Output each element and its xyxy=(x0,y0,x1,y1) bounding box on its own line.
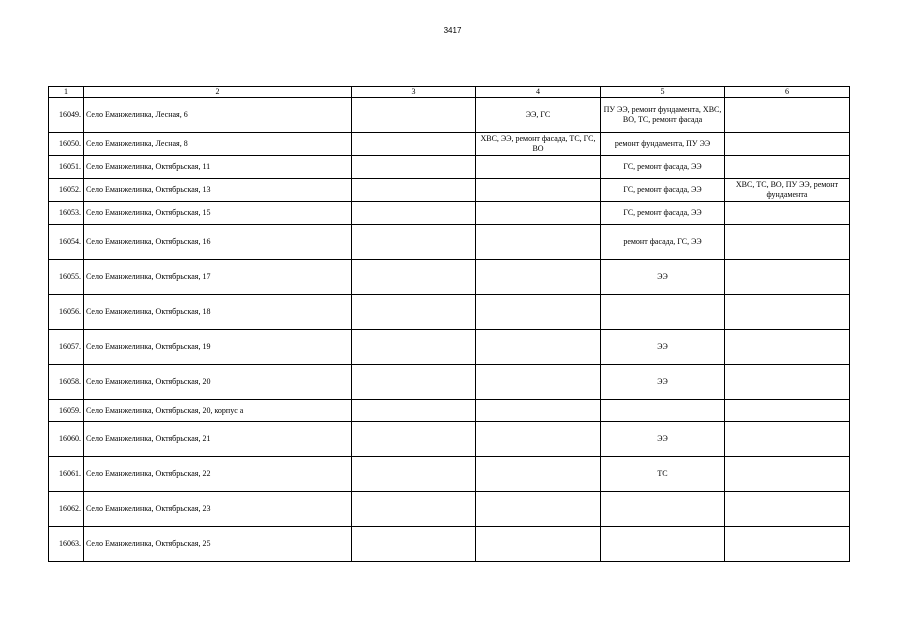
column-3-cell xyxy=(352,133,476,156)
column-3-cell xyxy=(352,457,476,492)
column-4-cell: ЭЭ, ГС xyxy=(476,98,601,133)
address-cell: Село Еманжелинка, Октябрьская, 19 xyxy=(84,330,352,365)
address-cell: Село Еманжелинка, Октябрьская, 21 xyxy=(84,422,352,457)
header-row xyxy=(49,87,850,98)
row-number: 16055. xyxy=(49,260,84,295)
table-row xyxy=(49,330,850,365)
column-4-cell xyxy=(476,365,601,400)
address-cell: Село Еманжелинка, Октябрьская, 22 xyxy=(84,457,352,492)
address-cell: Село Еманжелинка, Октябрьская, 20, корпус а xyxy=(84,400,352,422)
table-row xyxy=(49,400,850,422)
column-4-cell xyxy=(476,260,601,295)
column-5-cell: ремонт фундамента, ПУ ЭЭ xyxy=(601,133,725,156)
column-5-cell xyxy=(601,295,725,330)
column-6-cell xyxy=(725,457,850,492)
address-cell: Село Еманжелинка, Октябрьская, 15 xyxy=(84,202,352,225)
table-row xyxy=(49,422,850,457)
column-6-cell xyxy=(725,330,850,365)
table-row xyxy=(49,202,850,225)
column-5-cell: ПУ ЭЭ, ремонт фундамента, ХВС, ВО, ТС, ремонт фасада xyxy=(601,98,725,133)
column-5-cell xyxy=(601,492,725,527)
column-6-cell: ХВС, ТС, ВО, ПУ ЭЭ, ремонт фундамента xyxy=(725,179,850,202)
table-row xyxy=(49,156,850,179)
page-number: 3417 xyxy=(443,26,462,35)
column-header: 1 xyxy=(49,87,84,98)
column-3-cell xyxy=(352,422,476,457)
column-header: 3 xyxy=(352,87,476,98)
row-number: 16061. xyxy=(49,457,84,492)
address-cell: Село Еманжелинка, Октябрьская, 17 xyxy=(84,260,352,295)
column-3-cell xyxy=(352,260,476,295)
column-3-cell xyxy=(352,330,476,365)
table-header xyxy=(49,87,850,98)
address-cell: Село Еманжелинка, Октябрьская, 11 xyxy=(84,156,352,179)
row-number: 16059. xyxy=(49,400,84,422)
table-row xyxy=(49,98,850,133)
column-4-cell xyxy=(476,457,601,492)
column-header: 5 xyxy=(601,87,725,98)
row-number: 16057. xyxy=(49,330,84,365)
column-4-cell xyxy=(476,179,601,202)
column-3-cell xyxy=(352,98,476,133)
column-4-cell xyxy=(476,202,601,225)
row-number: 16063. xyxy=(49,527,84,562)
row-number: 16053. xyxy=(49,202,84,225)
address-cell: Село Еманжелинка, Октябрьская, 23 xyxy=(84,492,352,527)
row-number: 16049. xyxy=(49,98,84,133)
column-5-cell: ГС, ремонт фасада, ЭЭ xyxy=(601,202,725,225)
column-6-cell xyxy=(725,260,850,295)
column-6-cell xyxy=(725,202,850,225)
column-3-cell xyxy=(352,527,476,562)
column-6-cell xyxy=(725,156,850,179)
column-5-cell: ЭЭ xyxy=(601,365,725,400)
column-4-cell xyxy=(476,527,601,562)
table-row xyxy=(49,492,850,527)
column-6-cell xyxy=(725,422,850,457)
column-6-cell xyxy=(725,527,850,562)
row-number: 16060. xyxy=(49,422,84,457)
column-4-cell xyxy=(476,492,601,527)
column-3-cell xyxy=(352,225,476,260)
column-4-cell: ХВС, ЭЭ, ремонт фасада, ТС, ГС, ВО xyxy=(476,133,601,156)
column-4-cell xyxy=(476,422,601,457)
column-6-cell xyxy=(725,133,850,156)
address-cell: Село Еманжелинка, Октябрьская, 20 xyxy=(84,365,352,400)
column-6-cell xyxy=(725,295,850,330)
table-row xyxy=(49,225,850,260)
column-5-cell xyxy=(601,527,725,562)
address-cell: Село Еманжелинка, Лесная, 6 xyxy=(84,98,352,133)
column-4-cell xyxy=(476,295,601,330)
address-cell: Село Еманжелинка, Октябрьская, 25 xyxy=(84,527,352,562)
column-5-cell: ЭЭ xyxy=(601,422,725,457)
column-5-cell: ГС, ремонт фасада, ЭЭ xyxy=(601,179,725,202)
row-number: 16050. xyxy=(49,133,84,156)
register-table xyxy=(48,86,850,562)
column-5-cell: ТС xyxy=(601,457,725,492)
column-4-cell xyxy=(476,400,601,422)
column-6-cell xyxy=(725,225,850,260)
column-6-cell xyxy=(725,400,850,422)
column-5-cell: ГС, ремонт фасада, ЭЭ xyxy=(601,156,725,179)
column-5-cell: ЭЭ xyxy=(601,330,725,365)
column-6-cell xyxy=(725,98,850,133)
column-3-cell xyxy=(352,295,476,330)
column-3-cell xyxy=(352,492,476,527)
table-row xyxy=(49,365,850,400)
column-4-cell xyxy=(476,156,601,179)
row-number: 16062. xyxy=(49,492,84,527)
column-4-cell xyxy=(476,330,601,365)
table-row xyxy=(49,260,850,295)
column-3-cell xyxy=(352,400,476,422)
column-6-cell xyxy=(725,492,850,527)
table-row xyxy=(49,527,850,562)
column-header: 6 xyxy=(725,87,850,98)
column-3-cell xyxy=(352,202,476,225)
column-6-cell xyxy=(725,365,850,400)
row-number: 16056. xyxy=(49,295,84,330)
address-cell: Село Еманжелинка, Лесная, 8 xyxy=(84,133,352,156)
table-row xyxy=(49,133,850,156)
column-5-cell: ремонт фасада, ГС, ЭЭ xyxy=(601,225,725,260)
row-number: 16052. xyxy=(49,179,84,202)
column-3-cell xyxy=(352,156,476,179)
address-cell: Село Еманжелинка, Октябрьская, 13 xyxy=(84,179,352,202)
column-3-cell xyxy=(352,365,476,400)
table-row xyxy=(49,295,850,330)
address-cell: Село Еманжелинка, Октябрьская, 18 xyxy=(84,295,352,330)
row-number: 16051. xyxy=(49,156,84,179)
column-5-cell xyxy=(601,400,725,422)
address-cell: Село Еманжелинка, Октябрьская, 16 xyxy=(84,225,352,260)
column-5-cell: ЭЭ xyxy=(601,260,725,295)
column-4-cell xyxy=(476,225,601,260)
column-header: 2 xyxy=(84,87,352,98)
table-row xyxy=(49,179,850,202)
column-header: 4 xyxy=(476,87,601,98)
row-number: 16058. xyxy=(49,365,84,400)
table-row xyxy=(49,457,850,492)
column-3-cell xyxy=(352,179,476,202)
row-number: 16054. xyxy=(49,225,84,260)
